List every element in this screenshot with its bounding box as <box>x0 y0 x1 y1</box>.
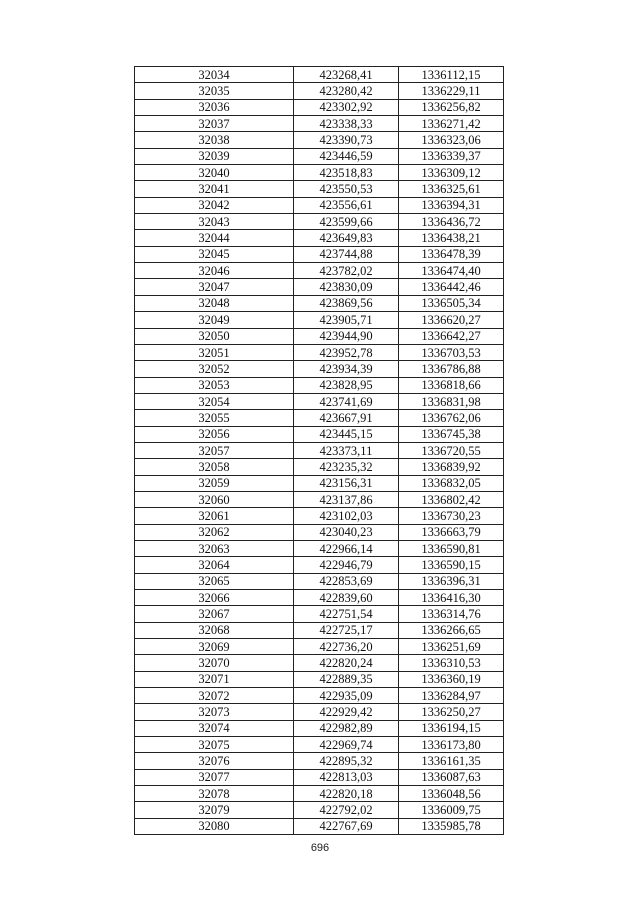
point-number-cell: 32045 <box>135 246 294 262</box>
table-row <box>135 426 504 442</box>
y-coordinate-cell: 1336251,69 <box>399 639 504 655</box>
y-coordinate-cell: 1336474,40 <box>399 263 504 279</box>
table-row <box>135 67 504 83</box>
point-number-cell: 32064 <box>135 557 294 573</box>
table-row <box>135 753 504 769</box>
point-number-cell: 32076 <box>135 753 294 769</box>
y-coordinate-cell: 1336009,75 <box>399 802 504 818</box>
table-row <box>135 818 504 834</box>
point-number-cell: 32070 <box>135 655 294 671</box>
y-coordinate-cell: 1336325,61 <box>399 181 504 197</box>
coordinates-table <box>134 66 504 835</box>
point-number-cell: 32037 <box>135 116 294 132</box>
y-coordinate-cell: 1336323,06 <box>399 132 504 148</box>
table-row <box>135 197 504 213</box>
point-number-cell: 32067 <box>135 606 294 622</box>
y-coordinate-cell: 1336087,63 <box>399 769 504 785</box>
point-number-cell: 32080 <box>135 818 294 834</box>
x-coordinate-cell: 423280,42 <box>294 83 399 99</box>
table-row <box>135 769 504 785</box>
table-row <box>135 393 504 409</box>
x-coordinate-cell: 422853,69 <box>294 573 399 589</box>
table-row <box>135 83 504 99</box>
point-number-cell: 32065 <box>135 573 294 589</box>
table-row <box>135 116 504 132</box>
point-number-cell: 32059 <box>135 475 294 491</box>
y-coordinate-cell: 1336720,55 <box>399 442 504 458</box>
x-coordinate-cell: 423102,03 <box>294 508 399 524</box>
table-row <box>135 557 504 573</box>
table-row <box>135 737 504 753</box>
point-number-cell: 32072 <box>135 688 294 704</box>
table-row <box>135 622 504 638</box>
y-coordinate-cell: 1336745,38 <box>399 426 504 442</box>
x-coordinate-cell: 423235,32 <box>294 459 399 475</box>
table-row <box>135 132 504 148</box>
table-row <box>135 704 504 720</box>
point-number-cell: 32044 <box>135 230 294 246</box>
table-row <box>135 524 504 540</box>
table-row <box>135 639 504 655</box>
table-row <box>135 671 504 687</box>
table-row <box>135 590 504 606</box>
y-coordinate-cell: 1336642,27 <box>399 328 504 344</box>
table-row <box>135 442 504 458</box>
point-number-cell: 32034 <box>135 67 294 83</box>
x-coordinate-cell: 423373,11 <box>294 442 399 458</box>
table-row <box>135 295 504 311</box>
x-coordinate-cell: 423828,95 <box>294 377 399 393</box>
point-number-cell: 32069 <box>135 639 294 655</box>
x-coordinate-cell: 423302,92 <box>294 99 399 115</box>
x-coordinate-cell: 423518,83 <box>294 165 399 181</box>
table-row <box>135 786 504 802</box>
y-coordinate-cell: 1336663,79 <box>399 524 504 540</box>
x-coordinate-cell: 422820,24 <box>294 655 399 671</box>
y-coordinate-cell: 1336112,15 <box>399 67 504 83</box>
y-coordinate-cell: 1336394,31 <box>399 197 504 213</box>
table-row <box>135 99 504 115</box>
x-coordinate-cell: 422767,69 <box>294 818 399 834</box>
x-coordinate-cell: 422751,54 <box>294 606 399 622</box>
x-coordinate-cell: 423741,69 <box>294 393 399 409</box>
y-coordinate-cell: 1336438,21 <box>399 230 504 246</box>
x-coordinate-cell: 423338,33 <box>294 116 399 132</box>
point-number-cell: 32078 <box>135 786 294 802</box>
table-row <box>135 459 504 475</box>
x-coordinate-cell: 423934,39 <box>294 361 399 377</box>
table-row <box>135 214 504 230</box>
table-row <box>135 230 504 246</box>
y-coordinate-cell: 1336802,42 <box>399 491 504 507</box>
table-row <box>135 655 504 671</box>
table-row <box>135 165 504 181</box>
point-number-cell: 32042 <box>135 197 294 213</box>
y-coordinate-cell: 1336703,53 <box>399 344 504 360</box>
x-coordinate-cell: 422839,60 <box>294 590 399 606</box>
x-coordinate-cell: 423869,56 <box>294 295 399 311</box>
point-number-cell: 32043 <box>135 214 294 230</box>
y-coordinate-cell: 1336730,23 <box>399 508 504 524</box>
y-coordinate-cell: 1336831,98 <box>399 393 504 409</box>
y-coordinate-cell: 1336250,27 <box>399 704 504 720</box>
x-coordinate-cell: 423782,02 <box>294 263 399 279</box>
point-number-cell: 32057 <box>135 442 294 458</box>
x-coordinate-cell: 422969,74 <box>294 737 399 753</box>
point-number-cell: 32063 <box>135 540 294 556</box>
point-number-cell: 32054 <box>135 393 294 409</box>
point-number-cell: 32041 <box>135 181 294 197</box>
x-coordinate-cell: 423744,88 <box>294 246 399 262</box>
table-row <box>135 573 504 589</box>
point-number-cell: 32066 <box>135 590 294 606</box>
table-row <box>135 328 504 344</box>
x-coordinate-cell: 422889,35 <box>294 671 399 687</box>
y-coordinate-cell: 1336442,46 <box>399 279 504 295</box>
table-row <box>135 720 504 736</box>
y-coordinate-cell: 1335985,78 <box>399 818 504 834</box>
x-coordinate-cell: 422895,32 <box>294 753 399 769</box>
y-coordinate-cell: 1336048,56 <box>399 786 504 802</box>
table-row <box>135 148 504 164</box>
y-coordinate-cell: 1336396,31 <box>399 573 504 589</box>
y-coordinate-cell: 1336339,37 <box>399 148 504 164</box>
x-coordinate-cell: 422946,79 <box>294 557 399 573</box>
point-number-cell: 32036 <box>135 99 294 115</box>
x-coordinate-cell: 423446,59 <box>294 148 399 164</box>
table-row <box>135 508 504 524</box>
x-coordinate-cell: 423667,91 <box>294 410 399 426</box>
table-row <box>135 246 504 262</box>
point-number-cell: 32039 <box>135 148 294 164</box>
x-coordinate-cell: 422929,42 <box>294 704 399 720</box>
table-row <box>135 802 504 818</box>
point-number-cell: 32051 <box>135 344 294 360</box>
table-row <box>135 688 504 704</box>
x-coordinate-cell: 423390,73 <box>294 132 399 148</box>
x-coordinate-cell: 422966,14 <box>294 540 399 556</box>
point-number-cell: 32068 <box>135 622 294 638</box>
point-number-cell: 32053 <box>135 377 294 393</box>
point-number-cell: 32035 <box>135 83 294 99</box>
point-number-cell: 32062 <box>135 524 294 540</box>
table-row <box>135 361 504 377</box>
x-coordinate-cell: 423040,23 <box>294 524 399 540</box>
point-number-cell: 32056 <box>135 426 294 442</box>
point-number-cell: 32058 <box>135 459 294 475</box>
y-coordinate-cell: 1336360,19 <box>399 671 504 687</box>
x-coordinate-cell: 423649,83 <box>294 230 399 246</box>
table-row <box>135 606 504 622</box>
y-coordinate-cell: 1336436,72 <box>399 214 504 230</box>
y-coordinate-cell: 1336271,42 <box>399 116 504 132</box>
x-coordinate-cell: 422820,18 <box>294 786 399 802</box>
y-coordinate-cell: 1336194,15 <box>399 720 504 736</box>
y-coordinate-cell: 1336256,82 <box>399 99 504 115</box>
table-row <box>135 377 504 393</box>
point-number-cell: 32055 <box>135 410 294 426</box>
y-coordinate-cell: 1336161,35 <box>399 753 504 769</box>
y-coordinate-cell: 1336590,15 <box>399 557 504 573</box>
point-number-cell: 32071 <box>135 671 294 687</box>
y-coordinate-cell: 1336505,34 <box>399 295 504 311</box>
x-coordinate-cell: 423944,90 <box>294 328 399 344</box>
point-number-cell: 32077 <box>135 769 294 785</box>
table-row <box>135 344 504 360</box>
x-coordinate-cell: 422736,20 <box>294 639 399 655</box>
point-number-cell: 32060 <box>135 491 294 507</box>
table-row <box>135 181 504 197</box>
x-coordinate-cell: 422813,03 <box>294 769 399 785</box>
y-coordinate-cell: 1336478,39 <box>399 246 504 262</box>
point-number-cell: 32038 <box>135 132 294 148</box>
point-number-cell: 32047 <box>135 279 294 295</box>
y-coordinate-cell: 1336786,88 <box>399 361 504 377</box>
y-coordinate-cell: 1336284,97 <box>399 688 504 704</box>
y-coordinate-cell: 1336314,76 <box>399 606 504 622</box>
point-number-cell: 32052 <box>135 361 294 377</box>
x-coordinate-cell: 423830,09 <box>294 279 399 295</box>
y-coordinate-cell: 1336832,05 <box>399 475 504 491</box>
point-number-cell: 32079 <box>135 802 294 818</box>
y-coordinate-cell: 1336173,80 <box>399 737 504 753</box>
x-coordinate-cell: 423556,61 <box>294 197 399 213</box>
coordinates-table-body <box>135 67 504 835</box>
x-coordinate-cell: 423905,71 <box>294 312 399 328</box>
y-coordinate-cell: 1336818,66 <box>399 377 504 393</box>
point-number-cell: 32074 <box>135 720 294 736</box>
table-row <box>135 279 504 295</box>
point-number-cell: 32075 <box>135 737 294 753</box>
table-row <box>135 491 504 507</box>
point-number-cell: 32061 <box>135 508 294 524</box>
x-coordinate-cell: 422982,89 <box>294 720 399 736</box>
x-coordinate-cell: 423952,78 <box>294 344 399 360</box>
page-number: 696 <box>310 842 330 854</box>
point-number-cell: 32049 <box>135 312 294 328</box>
x-coordinate-cell: 422935,09 <box>294 688 399 704</box>
x-coordinate-cell: 423268,41 <box>294 67 399 83</box>
table-row <box>135 263 504 279</box>
x-coordinate-cell: 423137,86 <box>294 491 399 507</box>
x-coordinate-cell: 423156,31 <box>294 475 399 491</box>
y-coordinate-cell: 1336229,11 <box>399 83 504 99</box>
x-coordinate-cell: 422792,02 <box>294 802 399 818</box>
point-number-cell: 32046 <box>135 263 294 279</box>
point-number-cell: 32040 <box>135 165 294 181</box>
y-coordinate-cell: 1336266,65 <box>399 622 504 638</box>
table-row <box>135 410 504 426</box>
y-coordinate-cell: 1336590,81 <box>399 540 504 556</box>
y-coordinate-cell: 1336839,92 <box>399 459 504 475</box>
table-row <box>135 312 504 328</box>
point-number-cell: 32050 <box>135 328 294 344</box>
table-row <box>135 540 504 556</box>
x-coordinate-cell: 422725,17 <box>294 622 399 638</box>
y-coordinate-cell: 1336416,30 <box>399 590 504 606</box>
x-coordinate-cell: 423445,15 <box>294 426 399 442</box>
y-coordinate-cell: 1336309,12 <box>399 165 504 181</box>
table-row <box>135 475 504 491</box>
y-coordinate-cell: 1336310,53 <box>399 655 504 671</box>
x-coordinate-cell: 423550,53 <box>294 181 399 197</box>
point-number-cell: 32048 <box>135 295 294 311</box>
x-coordinate-cell: 423599,66 <box>294 214 399 230</box>
y-coordinate-cell: 1336620,27 <box>399 312 504 328</box>
point-number-cell: 32073 <box>135 704 294 720</box>
y-coordinate-cell: 1336762,06 <box>399 410 504 426</box>
